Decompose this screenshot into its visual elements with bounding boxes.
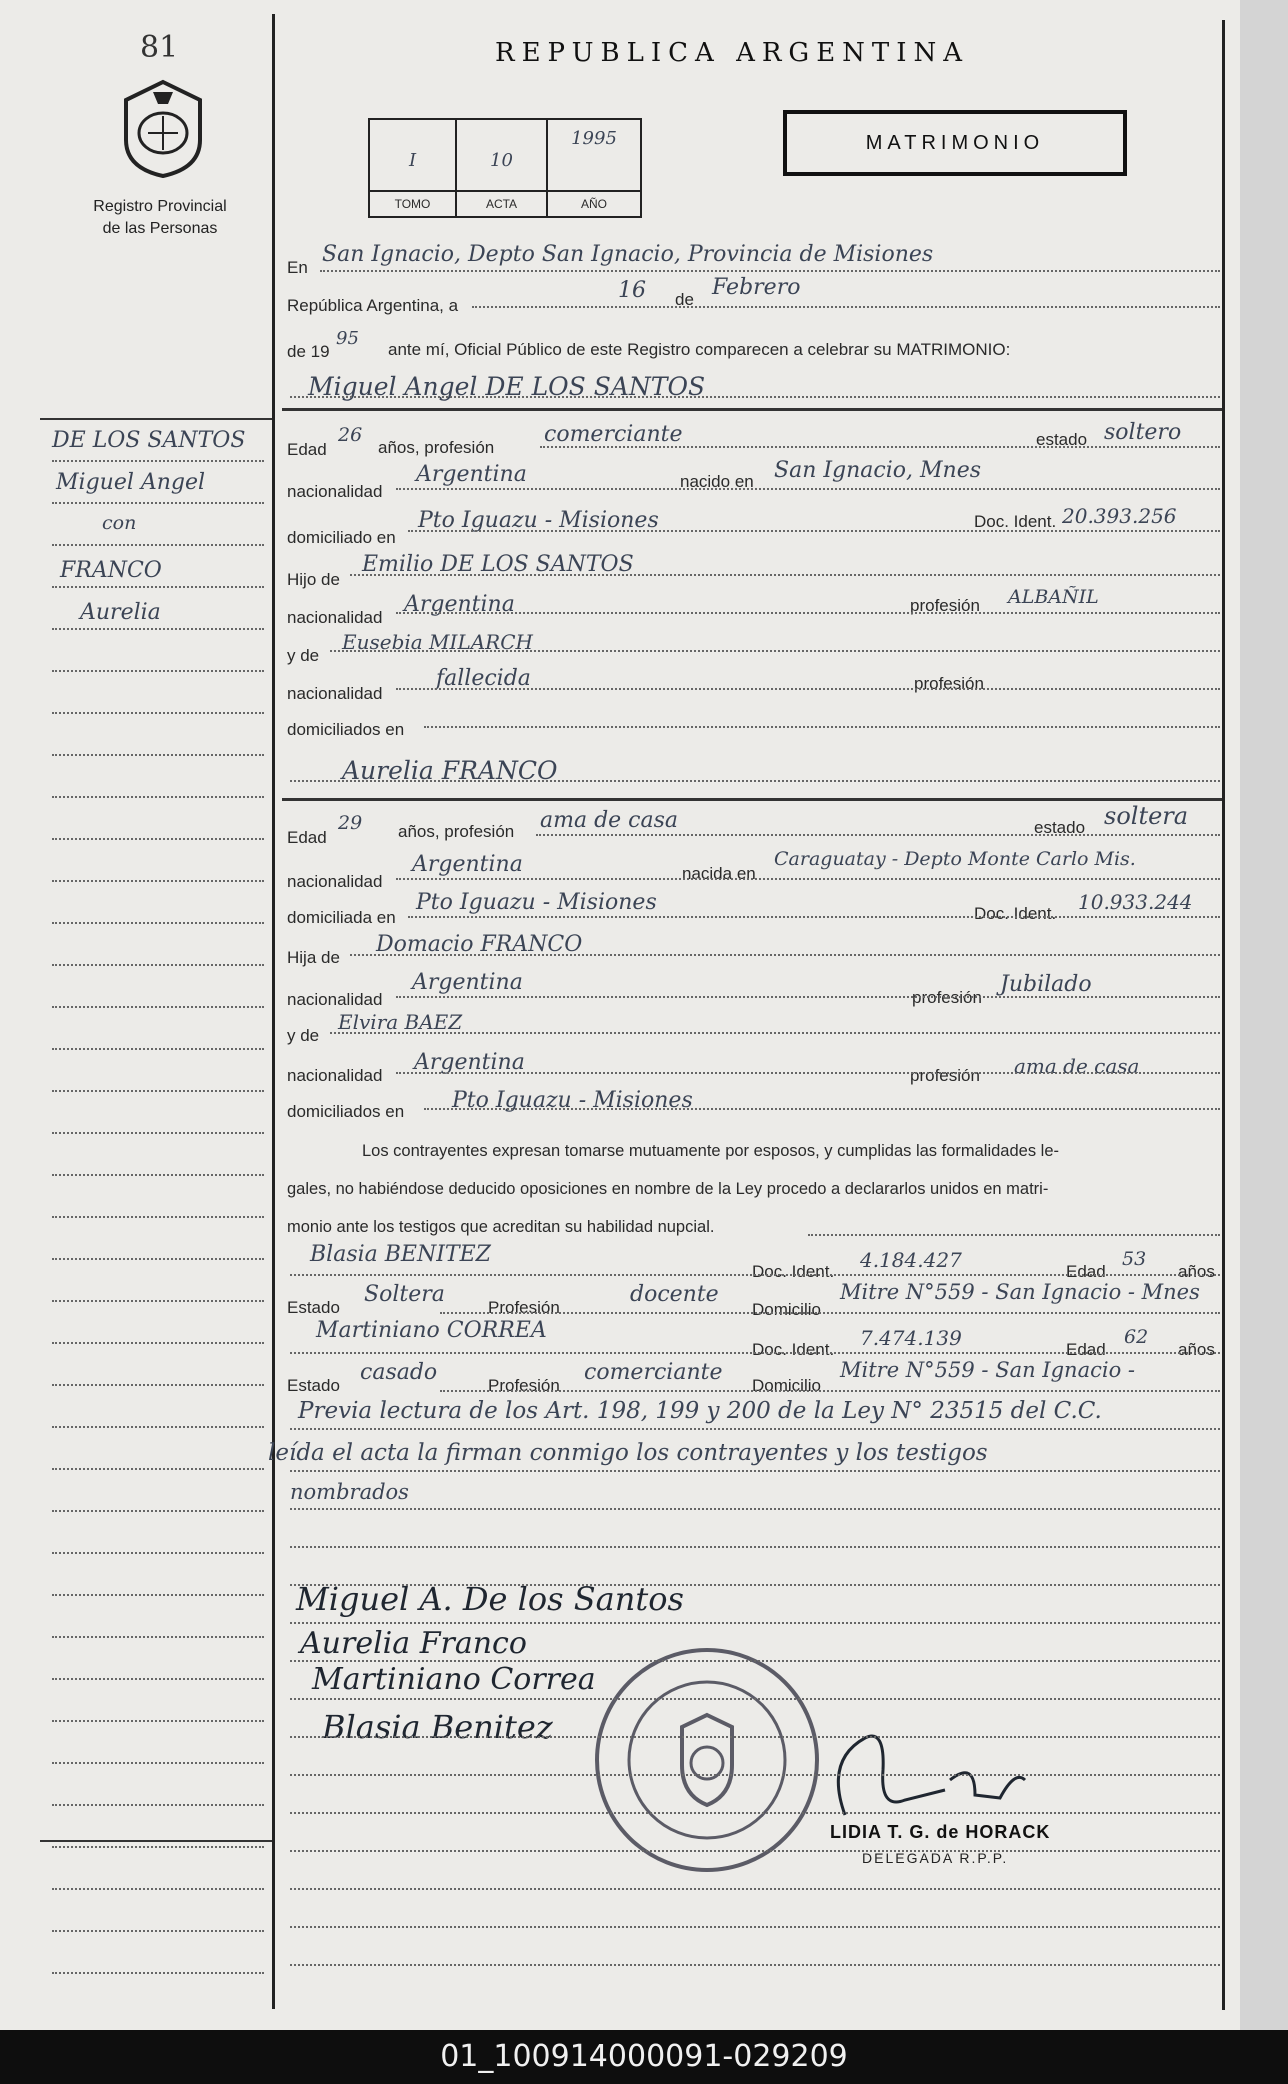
margin-dotted-line (52, 796, 264, 798)
dotted-line (290, 1850, 1220, 1852)
margin-dotted-line (52, 1300, 264, 1302)
acta-label: ACTA (457, 190, 546, 216)
place-value: San Ignacio, Depto San Ignacio, Provincia de Misiones (322, 242, 934, 267)
margin-dotted-line (52, 1048, 264, 1050)
groom-age: 26 (338, 424, 363, 446)
margin-dotted-line (52, 460, 264, 462)
ano-value: 1995 (571, 128, 617, 149)
section-divider (282, 798, 1222, 801)
groom-nac-label: nacionalidad (287, 482, 383, 501)
witness2-estado: casado (360, 1360, 438, 1385)
witness1-estado-label: Estado (287, 1298, 340, 1317)
groom-doc-label: Doc. Ident. (974, 512, 1057, 531)
groom-mother-nationality: fallecida (436, 666, 531, 691)
witness2-domicile: Mitre N°559 - San Ignacio - (840, 1358, 1135, 1382)
dotted-line (350, 574, 1220, 576)
witness2-edad-label: Edad (1066, 1340, 1106, 1359)
margin-dotted-line (52, 1510, 264, 1512)
dotted-line (290, 1812, 1220, 1814)
margin-dotted-line (52, 1594, 264, 1596)
margin-dotted-line (52, 1006, 264, 1008)
bride-father: Domacio FRANCO (376, 932, 583, 957)
official-role: DELEGADA R.P.P. (862, 1850, 1009, 1866)
dotted-line (424, 1108, 1220, 1110)
margin-surname-bride: FRANCO (60, 558, 162, 583)
groom-anos-profesion: años, profesión (378, 438, 495, 457)
dotted-line (808, 1234, 1220, 1236)
declaration-line-3: monio ante los testigos que acreditan su habilidad nupcial. (287, 1218, 715, 1236)
bride-mother-nac-label: nacionalidad (287, 1066, 383, 1085)
official-round-stamp-icon (592, 1645, 822, 1875)
groom-mother-prof-label: profesión (914, 674, 984, 693)
bride-yde-label: y de (287, 1026, 320, 1045)
closing-line-1: Previa lectura de los Art. 198, 199 y 200 de la Ley N° 23515 del C.C. (298, 1398, 1102, 1424)
dotted-line (290, 1428, 1220, 1430)
witness2-doc: 7.474.139 (860, 1326, 962, 1350)
scan-id-footer: 01_100914000091-029209 (0, 2030, 1288, 2084)
groom-father-nationality: Argentina (404, 592, 515, 617)
margin-dotted-line (52, 1468, 264, 1470)
margin-dotted-line (52, 502, 264, 504)
witness1-age: 53 (1122, 1248, 1147, 1270)
bride-nacida-label: nacida en (682, 864, 756, 883)
dotted-line (396, 688, 1220, 690)
witness1-profession: docente (630, 1282, 719, 1307)
dotted-line (290, 1508, 1220, 1510)
tomo-cell (370, 120, 457, 216)
margin-dotted-line (52, 1216, 264, 1218)
signature-groom: Miguel A. De los Santos (296, 1580, 684, 1618)
section-divider (282, 408, 1222, 411)
margin-top-rule (40, 418, 272, 420)
margin-dotted-line (52, 1090, 264, 1092)
acta-value: 10 (490, 150, 513, 171)
witness2-dom-label: Domicilio (752, 1376, 821, 1395)
margin-name-bride: Aurelia (80, 600, 161, 625)
margin-dotted-line (52, 712, 264, 714)
margin-divider (272, 14, 275, 2009)
witness2-name: Martiniano CORREA (316, 1318, 547, 1343)
groom-father: Emilio DE LOS SANTOS (362, 552, 634, 577)
bride-nac-label: nacionalidad (287, 872, 383, 891)
margin-dotted-line (52, 964, 264, 966)
witness1-name: Blasia BENITEZ (310, 1242, 491, 1267)
margin-dotted-line (52, 1552, 264, 1554)
bride-edad-label: Edad (287, 828, 327, 847)
margin-dotted-line (52, 1804, 264, 1806)
registry-reference-table (368, 118, 642, 218)
margin-dotted-line (52, 1846, 264, 1848)
witness2-profession: comerciante (584, 1360, 723, 1385)
margin-dotted-line (52, 670, 264, 672)
bride-name: Aurelia FRANCO (342, 756, 558, 785)
groom-mother-nac-label: nacionalidad (287, 684, 383, 703)
declaration-line-1: Los contrayentes expresan tomarse mutuamente por esposos, y cumplidas las formalidades le- (362, 1142, 1060, 1160)
margin-dotted-line (52, 628, 264, 630)
groom-edad-label: Edad (287, 440, 327, 459)
margin-dotted-line (52, 586, 264, 588)
margin-dotted-line (52, 1762, 264, 1764)
dotted-line (290, 1736, 1220, 1738)
signature-bride: Aurelia Franco (300, 1626, 527, 1661)
tomo-label: TOMO (370, 190, 455, 216)
en-label: En (287, 258, 308, 277)
margin-bottom-rule (40, 1840, 272, 1842)
registry-line-2: de las Personas (102, 220, 218, 237)
dotted-line (290, 1470, 1220, 1472)
dotted-line (536, 834, 1220, 836)
bride-anos-profesion: años, profesión (398, 822, 515, 841)
registry-name (60, 196, 260, 240)
dotted-line (396, 612, 1220, 614)
dotted-line (540, 446, 1220, 448)
margin-con: con (102, 512, 137, 534)
official-name: LIDIA T. G. de HORACK (830, 1822, 1051, 1842)
groom-doms-label: domiciliados en (287, 720, 405, 739)
margin-dotted-line (52, 880, 264, 882)
dotted-line (440, 1312, 1220, 1314)
groom-father-profession: ALBAÑIL (1008, 586, 1099, 608)
bride-hija-label: Hija de (287, 948, 340, 967)
closing-line-3: nombrados (290, 1480, 409, 1504)
signature-witness2: Martiniano Correa (312, 1662, 596, 1697)
groom-yde-label: y de (287, 646, 320, 665)
witness1-edad-label: Edad (1066, 1262, 1106, 1281)
groom-profession: comerciante (544, 422, 683, 447)
dotted-line (290, 1660, 1220, 1662)
groom-mother: Eusebia MILARCH (342, 630, 533, 654)
witness1-domicile: Mitre N°559 - San Ignacio - Mnes (840, 1280, 1200, 1304)
witness1-anos: años (1178, 1262, 1215, 1281)
year-suffix: 95 (336, 328, 359, 349)
dotted-line (290, 1888, 1220, 1890)
margin-dotted-line (52, 1174, 264, 1176)
witness2-age: 62 (1124, 1326, 1149, 1348)
dotted-line (330, 650, 1220, 652)
record-type-box: MATRIMONIO (783, 110, 1127, 176)
dotted-line (290, 1698, 1220, 1700)
groom-father-prof-label: profesión (910, 596, 980, 615)
bride-nationality: Argentina (412, 852, 523, 877)
groom-estado-label: estado (1036, 430, 1088, 449)
acta-cell (457, 120, 548, 216)
margin-dotted-line (52, 1888, 264, 1890)
dotted-line (290, 1546, 1220, 1548)
groom-name: Miguel Angel DE LOS SANTOS (308, 372, 706, 401)
bride-father-nationality: Argentina (412, 970, 523, 995)
de-label: de (675, 290, 694, 309)
dotted-line (290, 1352, 1220, 1354)
witness2-prof-label: Profesión (488, 1376, 560, 1395)
margin-name-groom: Miguel Angel (56, 470, 206, 495)
margin-dotted-line (52, 1636, 264, 1638)
bride-doms-label: domiciliados en (287, 1102, 405, 1121)
witness1-prof-label: Profesión (488, 1298, 560, 1317)
dotted-line (290, 396, 1220, 398)
dotted-line (290, 1774, 1220, 1776)
margin-dotted-line (52, 1678, 264, 1680)
bride-estado: soltera (1104, 802, 1189, 830)
margin-dotted-line (52, 1132, 264, 1134)
groom-dom-label: domiciliado en (287, 528, 396, 547)
year-prefix: de 19 (287, 342, 330, 361)
groom-father-nac-label: nacionalidad (287, 608, 383, 627)
bride-doc-label: Doc. Ident. (974, 904, 1057, 923)
bride-mother-prof-label: profesión (910, 1066, 980, 1085)
folio-number: 81 (140, 30, 179, 65)
bride-parents-domicile: Pto Iguazu - Misiones (452, 1088, 693, 1113)
dotted-line (396, 488, 1220, 490)
groom-estado: soltero (1104, 420, 1182, 445)
dotted-line (396, 878, 1220, 880)
witness2-anos: años (1178, 1340, 1215, 1359)
dotted-line (396, 1072, 1220, 1074)
margin-dotted-line (52, 1426, 264, 1428)
bride-profession: ama de casa (540, 808, 679, 833)
bride-dom-label: domiciliada en (287, 908, 396, 927)
witness2-doc-label: Doc. Ident. (752, 1340, 835, 1359)
provincial-seal-icon (118, 78, 208, 178)
dotted-line (440, 1390, 1220, 1392)
signature-witness1: Blasia Benitez (322, 1708, 553, 1746)
dotted-line (330, 1032, 1220, 1034)
declaration-line-2: gales, no habiéndose deducido oposiciones en nombre de la Ley procedo a declararlos unidos en matri- (287, 1180, 1049, 1198)
witness2-estado-label: Estado (287, 1376, 340, 1395)
bride-birthplace: Caraguatay - Depto Monte Carlo Mis. (774, 848, 1136, 870)
bride-domicile: Pto Iguazu - Misiones (416, 890, 657, 915)
dotted-line (396, 996, 1220, 998)
ano-cell (548, 120, 640, 216)
margin-dotted-line (52, 1720, 264, 1722)
bride-father-prof-label: profesión (912, 988, 982, 1007)
groom-nationality: Argentina (416, 462, 527, 487)
groom-doc: 20.393.256 (1062, 504, 1177, 528)
intro-statement: ante mí, Oficial Público de este Registro comparecen a celebrar su MATRIMONIO: (388, 340, 1011, 359)
country-title: REPUBLICA ARGENTINA (495, 38, 970, 68)
margin-dotted-line (52, 1972, 264, 1974)
day-value: 16 (618, 278, 646, 303)
bride-mother: Elvira BAEZ (338, 1010, 463, 1034)
witness1-doc-label: Doc. Ident. (752, 1262, 835, 1281)
right-border (1222, 20, 1225, 2010)
registry-line-1: Registro Provincial (93, 198, 227, 215)
bride-age: 29 (338, 812, 363, 834)
groom-hijo-label: Hijo de (287, 570, 340, 589)
republica-label: República Argentina, a (287, 296, 459, 315)
witness1-estado: Soltera (364, 1282, 445, 1307)
dotted-line (290, 1622, 1220, 1624)
margin-dotted-line (52, 1342, 264, 1344)
dotted-line (350, 954, 1220, 956)
month-value: Febrero (712, 275, 801, 300)
bride-mother-profession: ama de casa (1014, 1054, 1140, 1078)
groom-domicile: Pto Iguazu - Misiones (418, 508, 659, 533)
dotted-line (320, 270, 1220, 272)
closing-line-2: leída el acta la firman conmigo los contrayentes y los testigos (268, 1440, 988, 1466)
margin-dotted-line (52, 754, 264, 756)
margin-dotted-line (52, 1384, 264, 1386)
dotted-line (408, 530, 1220, 532)
dotted-line (290, 780, 1220, 782)
margin-dotted-line (52, 838, 264, 840)
margin-dotted-line (52, 922, 264, 924)
margin-surname-groom: DE LOS SANTOS (52, 428, 246, 453)
witness1-doc: 4.184.427 (860, 1248, 962, 1272)
dotted-line (290, 1274, 1220, 1276)
witness1-dom-label: Domicilio (752, 1300, 821, 1319)
dotted-line (290, 1584, 1220, 1586)
groom-nacido-label: nacido en (680, 472, 754, 491)
scan-edge (1240, 0, 1288, 2030)
bride-mother-nationality: Argentina (414, 1050, 525, 1075)
bride-father-profession: Jubilado (1000, 972, 1092, 997)
bride-father-nac-label: nacionalidad (287, 990, 383, 1009)
bride-estado-label: estado (1034, 818, 1086, 837)
dotted-line (408, 916, 1220, 918)
dotted-line (290, 1964, 1220, 1966)
ano-label: AÑO (548, 190, 640, 216)
dotted-line (424, 726, 1220, 728)
margin-dotted-line (52, 1930, 264, 1932)
margin-dotted-line (52, 544, 264, 546)
dotted-line (290, 1926, 1220, 1928)
groom-birthplace: San Ignacio, Mnes (774, 458, 982, 483)
dotted-line (472, 306, 1220, 308)
margin-dotted-line (52, 1258, 264, 1260)
tomo-value: I (408, 150, 417, 171)
bride-doc: 10.933.244 (1078, 890, 1193, 914)
